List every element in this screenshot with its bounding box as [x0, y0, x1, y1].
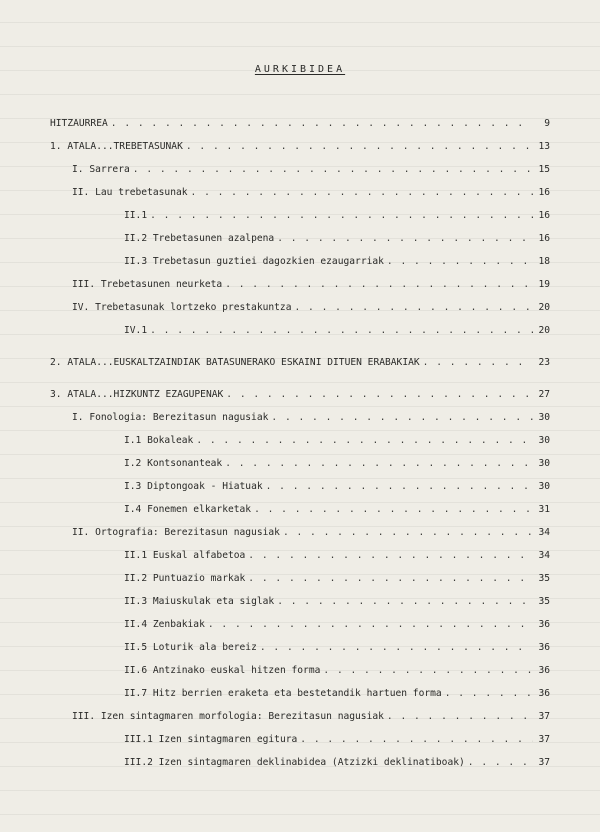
toc-page-number: 18 [538, 256, 550, 267]
toc-label: II.5 Loturik ala bereiz [124, 642, 257, 653]
toc-entry [124, 503, 550, 517]
toc-entry [124, 618, 550, 632]
toc-page-number: 34 [538, 527, 550, 538]
toc-label: 3. ATALA...HIZKUNTZ EZAGUPENAK [50, 389, 224, 400]
toc-entry [124, 595, 550, 609]
toc-entry [124, 457, 550, 471]
toc-label: I.3 Diptongoak - Hiatuak [124, 481, 263, 492]
toc-entry [72, 411, 550, 425]
toc-page-number: 23 [538, 357, 550, 368]
toc-page-number: 16 [538, 210, 550, 221]
toc-leader [468, 756, 533, 770]
toc-leader [150, 324, 533, 338]
toc-leader [196, 434, 533, 448]
toc-leader [277, 595, 533, 609]
toc-entry [124, 324, 550, 338]
toc-leader [254, 503, 533, 517]
toc-leader [186, 140, 533, 154]
toc-leader [283, 526, 533, 540]
toc-page-number: 30 [538, 412, 550, 423]
toc-label: II.4 Zenbakiak [124, 619, 205, 630]
toc-label: 1. ATALA...TREBETASUNAK [50, 141, 183, 152]
toc-leader [266, 480, 533, 494]
toc-leader [423, 356, 533, 370]
toc-entry [50, 356, 550, 370]
toc-label: 2. ATALA...EUSKALTZAINDIAK BATASUNERAKO ESKAINI DITUEN ERABAKIAK [50, 357, 420, 368]
toc-page-number: 20 [538, 302, 550, 313]
toc-page-number: 36 [538, 665, 550, 676]
toc-label: II.2 Puntuazio markak [124, 573, 246, 584]
toc-label: II. Lau trebetasunak [72, 187, 188, 198]
toc-entry [124, 641, 550, 655]
toc-page-number: 37 [538, 734, 550, 745]
toc-label: II.6 Antzinako euskal hitzen forma [124, 665, 321, 676]
toc-entry [72, 526, 550, 540]
toc-leader [387, 710, 533, 724]
page-title: AURKIBIDEA [254, 64, 346, 75]
toc-entry [50, 388, 550, 402]
toc-entry [124, 209, 550, 223]
toc-leader [133, 163, 533, 177]
toc-page-number: 31 [538, 504, 550, 515]
toc-entry [124, 549, 550, 563]
toc-entry [124, 733, 550, 747]
toc-label: II.3 Trebetasun guztiei dagozkien ezaugarriak [124, 256, 384, 267]
toc-entry [124, 664, 550, 678]
toc-entry [124, 434, 550, 448]
toc-leader [445, 687, 533, 701]
toc-entry [124, 687, 550, 701]
toc-leader [248, 572, 533, 586]
toc-label: III. Izen sintagmaren morfologia: Berezitasun nagusiak [72, 711, 384, 722]
toc-label: II.1 [124, 210, 148, 221]
toc-label: IV.1 [124, 325, 148, 336]
toc-leader [300, 733, 533, 747]
toc-page-number: 27 [538, 389, 550, 400]
toc-label: HITZAURREA [50, 118, 108, 129]
toc-label: III. Trebetasunen neurketa [72, 279, 223, 290]
toc-page-number: 37 [538, 757, 550, 768]
toc-label: II.3 Maiuskulak eta siglak [124, 596, 275, 607]
toc-leader [111, 117, 533, 131]
toc-page-number: 35 [538, 596, 550, 607]
toc-label: III.2 Izen sintagmaren deklinabidea (Atzizki deklinatiboak) [124, 757, 465, 768]
toc-page-number: 30 [538, 481, 550, 492]
toc-label: II.2 Trebetasunen azalpena [124, 233, 275, 244]
toc-entry [124, 255, 550, 269]
toc-page-number: 37 [538, 711, 550, 722]
toc-page-number: 34 [538, 550, 550, 561]
toc-leader [387, 255, 533, 269]
toc-leader [260, 641, 533, 655]
toc-label: I. Fonologia: Berezitasun nagusiak [72, 412, 269, 423]
toc-page-number: 36 [538, 642, 550, 653]
toc-label: I.1 Bokaleak [124, 435, 194, 446]
toc-leader [323, 664, 533, 678]
toc-entry [72, 163, 550, 177]
toc-page-number: 30 [538, 458, 550, 469]
toc-label: II.7 Hitz berrien eraketa eta bestetandik hartuen forma [124, 688, 442, 699]
toc-leader [208, 618, 533, 632]
toc-leader [225, 457, 533, 471]
toc-leader [226, 388, 533, 402]
toc-leader [277, 232, 533, 246]
toc-entry [72, 301, 550, 315]
toc-entry [124, 232, 550, 246]
toc-page-number: 16 [538, 233, 550, 244]
toc-page-number: 36 [538, 688, 550, 699]
toc-label: II.1 Euskal alfabetoa [124, 550, 246, 561]
toc-page-number: 15 [538, 164, 550, 175]
toc-leader [225, 278, 533, 292]
toc-page-number: 9 [544, 118, 550, 129]
toc-page-number: 30 [538, 435, 550, 446]
toc-page-number: 20 [538, 325, 550, 336]
toc-leader [248, 549, 533, 563]
toc-leader [150, 209, 533, 223]
toc-entry [124, 480, 550, 494]
toc-entry [72, 710, 550, 724]
toc-page-number: 13 [538, 141, 550, 152]
toc-leader [271, 411, 533, 425]
toc-label: III.1 Izen sintagmaren egitura [124, 734, 298, 745]
toc-leader [295, 301, 534, 315]
toc-label: I. Sarrera [72, 164, 130, 175]
toc-page-number: 16 [538, 187, 550, 198]
toc-entry [50, 117, 550, 131]
toc-label: IV. Trebetasunak lortzeko prestakuntza [72, 302, 292, 313]
toc-leader [191, 186, 533, 200]
toc-entry [50, 140, 550, 154]
toc-label: I.2 Kontsonanteak [124, 458, 223, 469]
toc-label: I.4 Fonemen elkarketak [124, 504, 252, 515]
toc-entry [124, 756, 550, 770]
toc-page-number: 35 [538, 573, 550, 584]
toc-entry [72, 186, 550, 200]
toc-label: II. Ortografia: Berezitasun nagusiak [72, 527, 280, 538]
toc-page-number: 36 [538, 619, 550, 630]
toc-page-number: 19 [538, 279, 550, 290]
toc-entry [72, 278, 550, 292]
toc-entry [124, 572, 550, 586]
